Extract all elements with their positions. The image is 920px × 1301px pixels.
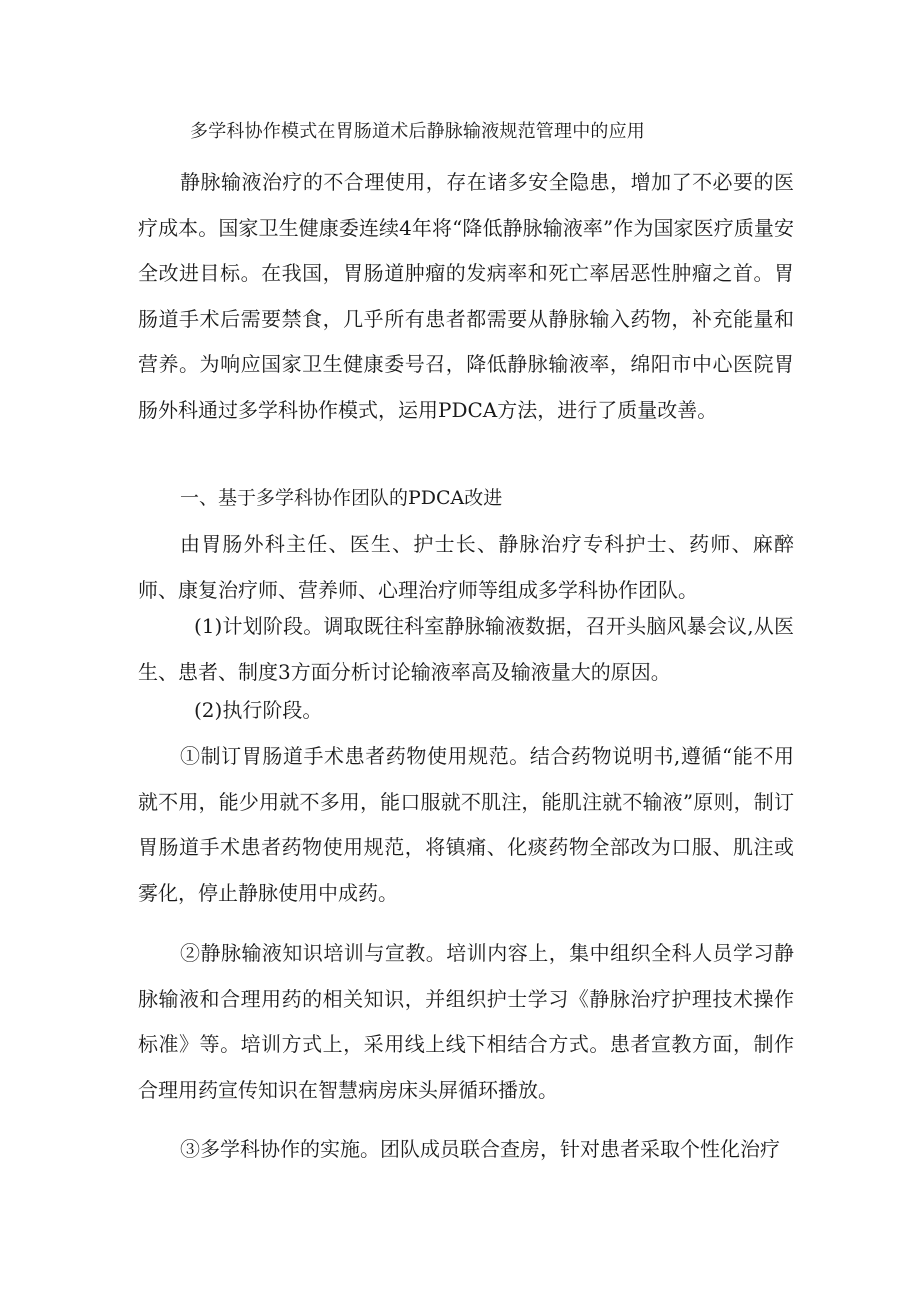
paragraph-team: 由胃肠外科主任、医生、护士长、静脉治疗专科护士、药师、麻醉师、康复治疗师、营养师、心理治疗师等组成多学科协作团队。 [138,532,794,602]
paragraph-do-stage: (2)执行阶段。 [194,698,323,722]
document-title: 多学科协作模式在胃肠道术后静脉输液规范管理中的应用 [190,121,645,142]
paragraph-drug-standard: ①制订胃肠道手术患者药物使用规范。结合药物说明书,遵循“能不用就不用，能少用就不多用，能口服就不肌注，能肌注就不输液”原则，制订胃肠道手术患者药物使用规范，将镇痛、化痰药物全部改为口服、肌注或雾化，停止静脉使用中成药。 [138,744,794,905]
paragraph-plan-stage: (1)计划阶段。调取既往科室静脉输液数据，召开头脑风暴会议,从医生、患者、制度3方面分析讨论输液率高及输液量大的原因。 [138,614,794,684]
section-heading-pdca: 一、基于多学科协作团队的PDCA改进 [180,487,503,509]
paragraph-intro: 静脉输液治疗的不合理使用，存在诸多安全隐患，增加了不必要的医疗成本。国家卫生健康委连续4年将“降低静脉输液率”作为国家医疗质量安全改进目标。在我国，胃肠道肿瘤的发病率和死亡率居恶性肿瘤之首。胃肠道手术后需要禁食，几乎所有患者都需要从静脉输入药物，补充能量和营养。为响应国家卫生健康委号召，降低静脉输液率，绵阳市中心医院胃肠外科通过多学科协作模式，运用PDCA方法，进行了质量改善。 [138,170,794,422]
paragraph-mdt-implementation: ③多学科协作的实施。团队成员联合查房，针对患者采取个性化治疗 [180,1137,780,1161]
paragraph-training: ②静脉输液知识培训与宣教。培训内容上，集中组织全科人员学习静脉输液和合理用药的相关知识，并组织护士学习《静脉治疗护理技术操作标准》等。培训方式上，采用线上线下相结合方式。患者宣教方面，制作合理用药宣传知识在智慧病房床头屏循环播放。 [138,941,794,1102]
